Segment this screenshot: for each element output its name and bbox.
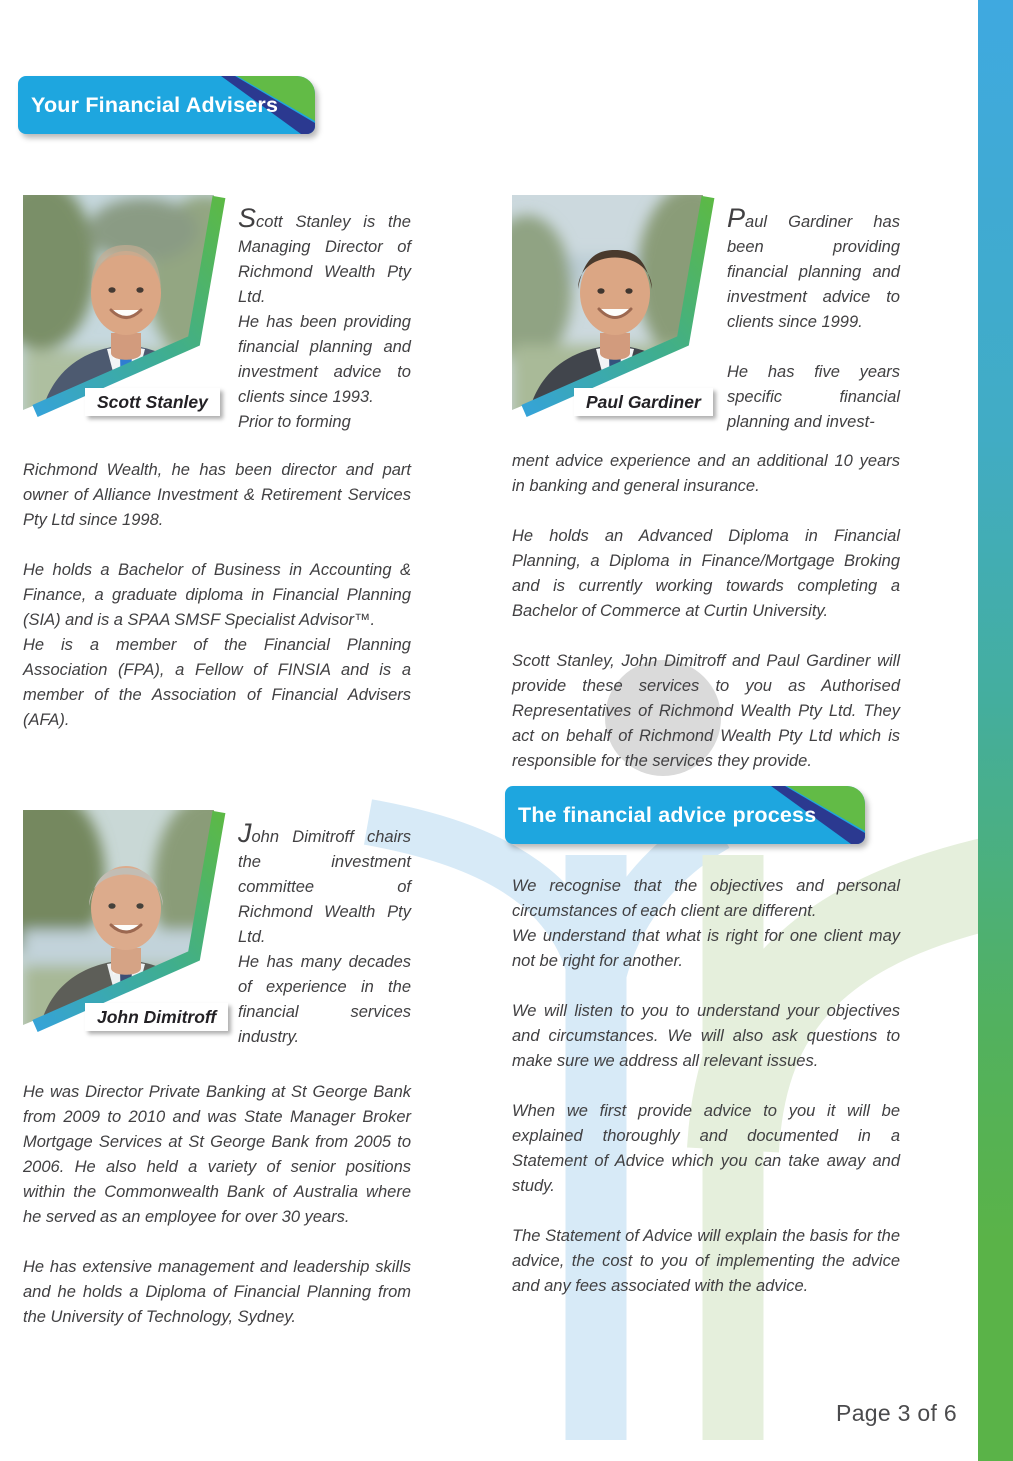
page-edge-gradient-bar (978, 0, 1013, 1461)
left-column (23, 195, 411, 1330)
bio-paragraph: He is a member of the Financial Planning Association (FPA), a Fellow of FINSIA and is a member of the Association of Financial Advisers (AFA). (23, 636, 411, 729)
section-banner-process (505, 786, 865, 844)
bio-paragraph: He was Director Private Banking at St George Bank from 2009 to 2010 and was State Manager Broker Mortgage Services at St George Bank from 2005 to 2006. He also held a variety of senior positions within the Commonwealth Bank of Australia where he served as an employee for over 30 years. (23, 1083, 411, 1226)
intro-paragraph: Prior to forming (238, 413, 351, 431)
page-number: Page 3 of 6 (836, 1400, 957, 1426)
adviser-photo-card-john (23, 810, 228, 1040)
bio-paragraph: He has extensive management and leadership skills and he holds a Diploma of Financial Planning from the University of Technology, Sydney. (23, 1258, 411, 1326)
bio-paragraph: Richmond Wealth, he has been director and part owner of Alliance Investment & Retirement Services Pty Ltd since 1998. (23, 461, 411, 529)
adviser-name-label: Scott Stanley (85, 388, 220, 416)
adviser-photo-card-scott (23, 195, 228, 425)
adviser-card-scott (23, 195, 411, 733)
adviser-intro-john (228, 810, 411, 1050)
drop-cap: P (727, 203, 746, 233)
process-paragraph: We will listen to you to understand your objectives and circumstances. We will also ask questions to make sure we address all relevant issues. (512, 1002, 900, 1070)
adviser-intro-paul (717, 195, 900, 435)
bio-paragraph: Scott Stanley, John Dimitroff and Paul Gardiner will provide these services to you as Authorised Representatives of Richmond Wealth Pty Ltd. They act on behalf of Richmond Wealth Pty Ltd which is responsible for the services they provide. (512, 652, 900, 770)
adviser-top-john (23, 810, 411, 1050)
process-paragraph: The Statement of Advice will explain the basis for the advice, the cost to you of implementing the advice and any fees associated with the advice. (512, 1227, 900, 1295)
adviser-top-scott (23, 195, 411, 435)
advisers-section-title: Your Financial Advisers (31, 93, 279, 117)
process-paragraph: We recognise that the objectives and personal circumstances of each client are different. (512, 877, 900, 920)
adviser-photo-card-paul (512, 195, 717, 425)
intro-paragraph: He has many decades of experience in the financial services industry. (238, 953, 411, 1046)
adviser-card-john (23, 810, 411, 1330)
intro-paragraph: He has five years specific financial planning and invest- (727, 363, 900, 431)
intro-text: aul Gardiner has been providing financial planning and investment advice to clients since 1999. (727, 213, 900, 331)
advice-process-text (512, 874, 900, 1299)
adviser-name-label: John Dimitroff (85, 1003, 228, 1031)
process-section-title: The financial advice process (518, 803, 817, 827)
intro-text: cott Stanley is the Managing Director of Richmond Wealth Pty Ltd. (238, 213, 411, 306)
process-paragraph: When we first provide advice to you it will be explained thoroughly and documented in a Statement of Advice which you can take away and study. (512, 1102, 900, 1195)
right-column (512, 195, 900, 1299)
bio-paragraph: He holds an Advanced Diploma in Financial Planning, a Diploma in Finance/Mortgage Broking and is currently working towards completing a Bachelor of Commerce at Curtin University. (512, 527, 900, 620)
intro-paragraph: He has been providing financial planning and investment advice to clients since 1993. (238, 313, 411, 406)
drop-cap: S (238, 203, 257, 233)
intro-paragraph (238, 205, 411, 310)
bio-paragraph: He holds a Bachelor of Business in Accounting & Finance, a graduate diploma in Financial Planning (SIA) and is a SPAA SMSF Specialist Advisor™. (23, 561, 411, 629)
adviser-name-label: Paul Gardiner (574, 388, 713, 416)
intro-paragraph (238, 820, 411, 950)
process-paragraph: We understand that what is right for one client may not be right for another. (512, 927, 900, 970)
intro-paragraph (727, 205, 900, 335)
adviser-intro-scott (228, 195, 411, 435)
adviser-top-paul (512, 195, 900, 435)
adviser-card-paul (512, 195, 900, 774)
drop-cap: J (238, 818, 252, 848)
section-banner-advisers (18, 76, 315, 134)
intro-text: ohn Dimitroff chairs the investment committee of Richmond Wealth Pty Ltd. (238, 828, 411, 946)
bio-paragraph: ment advice experience and an additional 10 years in banking and general insurance. (512, 452, 900, 495)
